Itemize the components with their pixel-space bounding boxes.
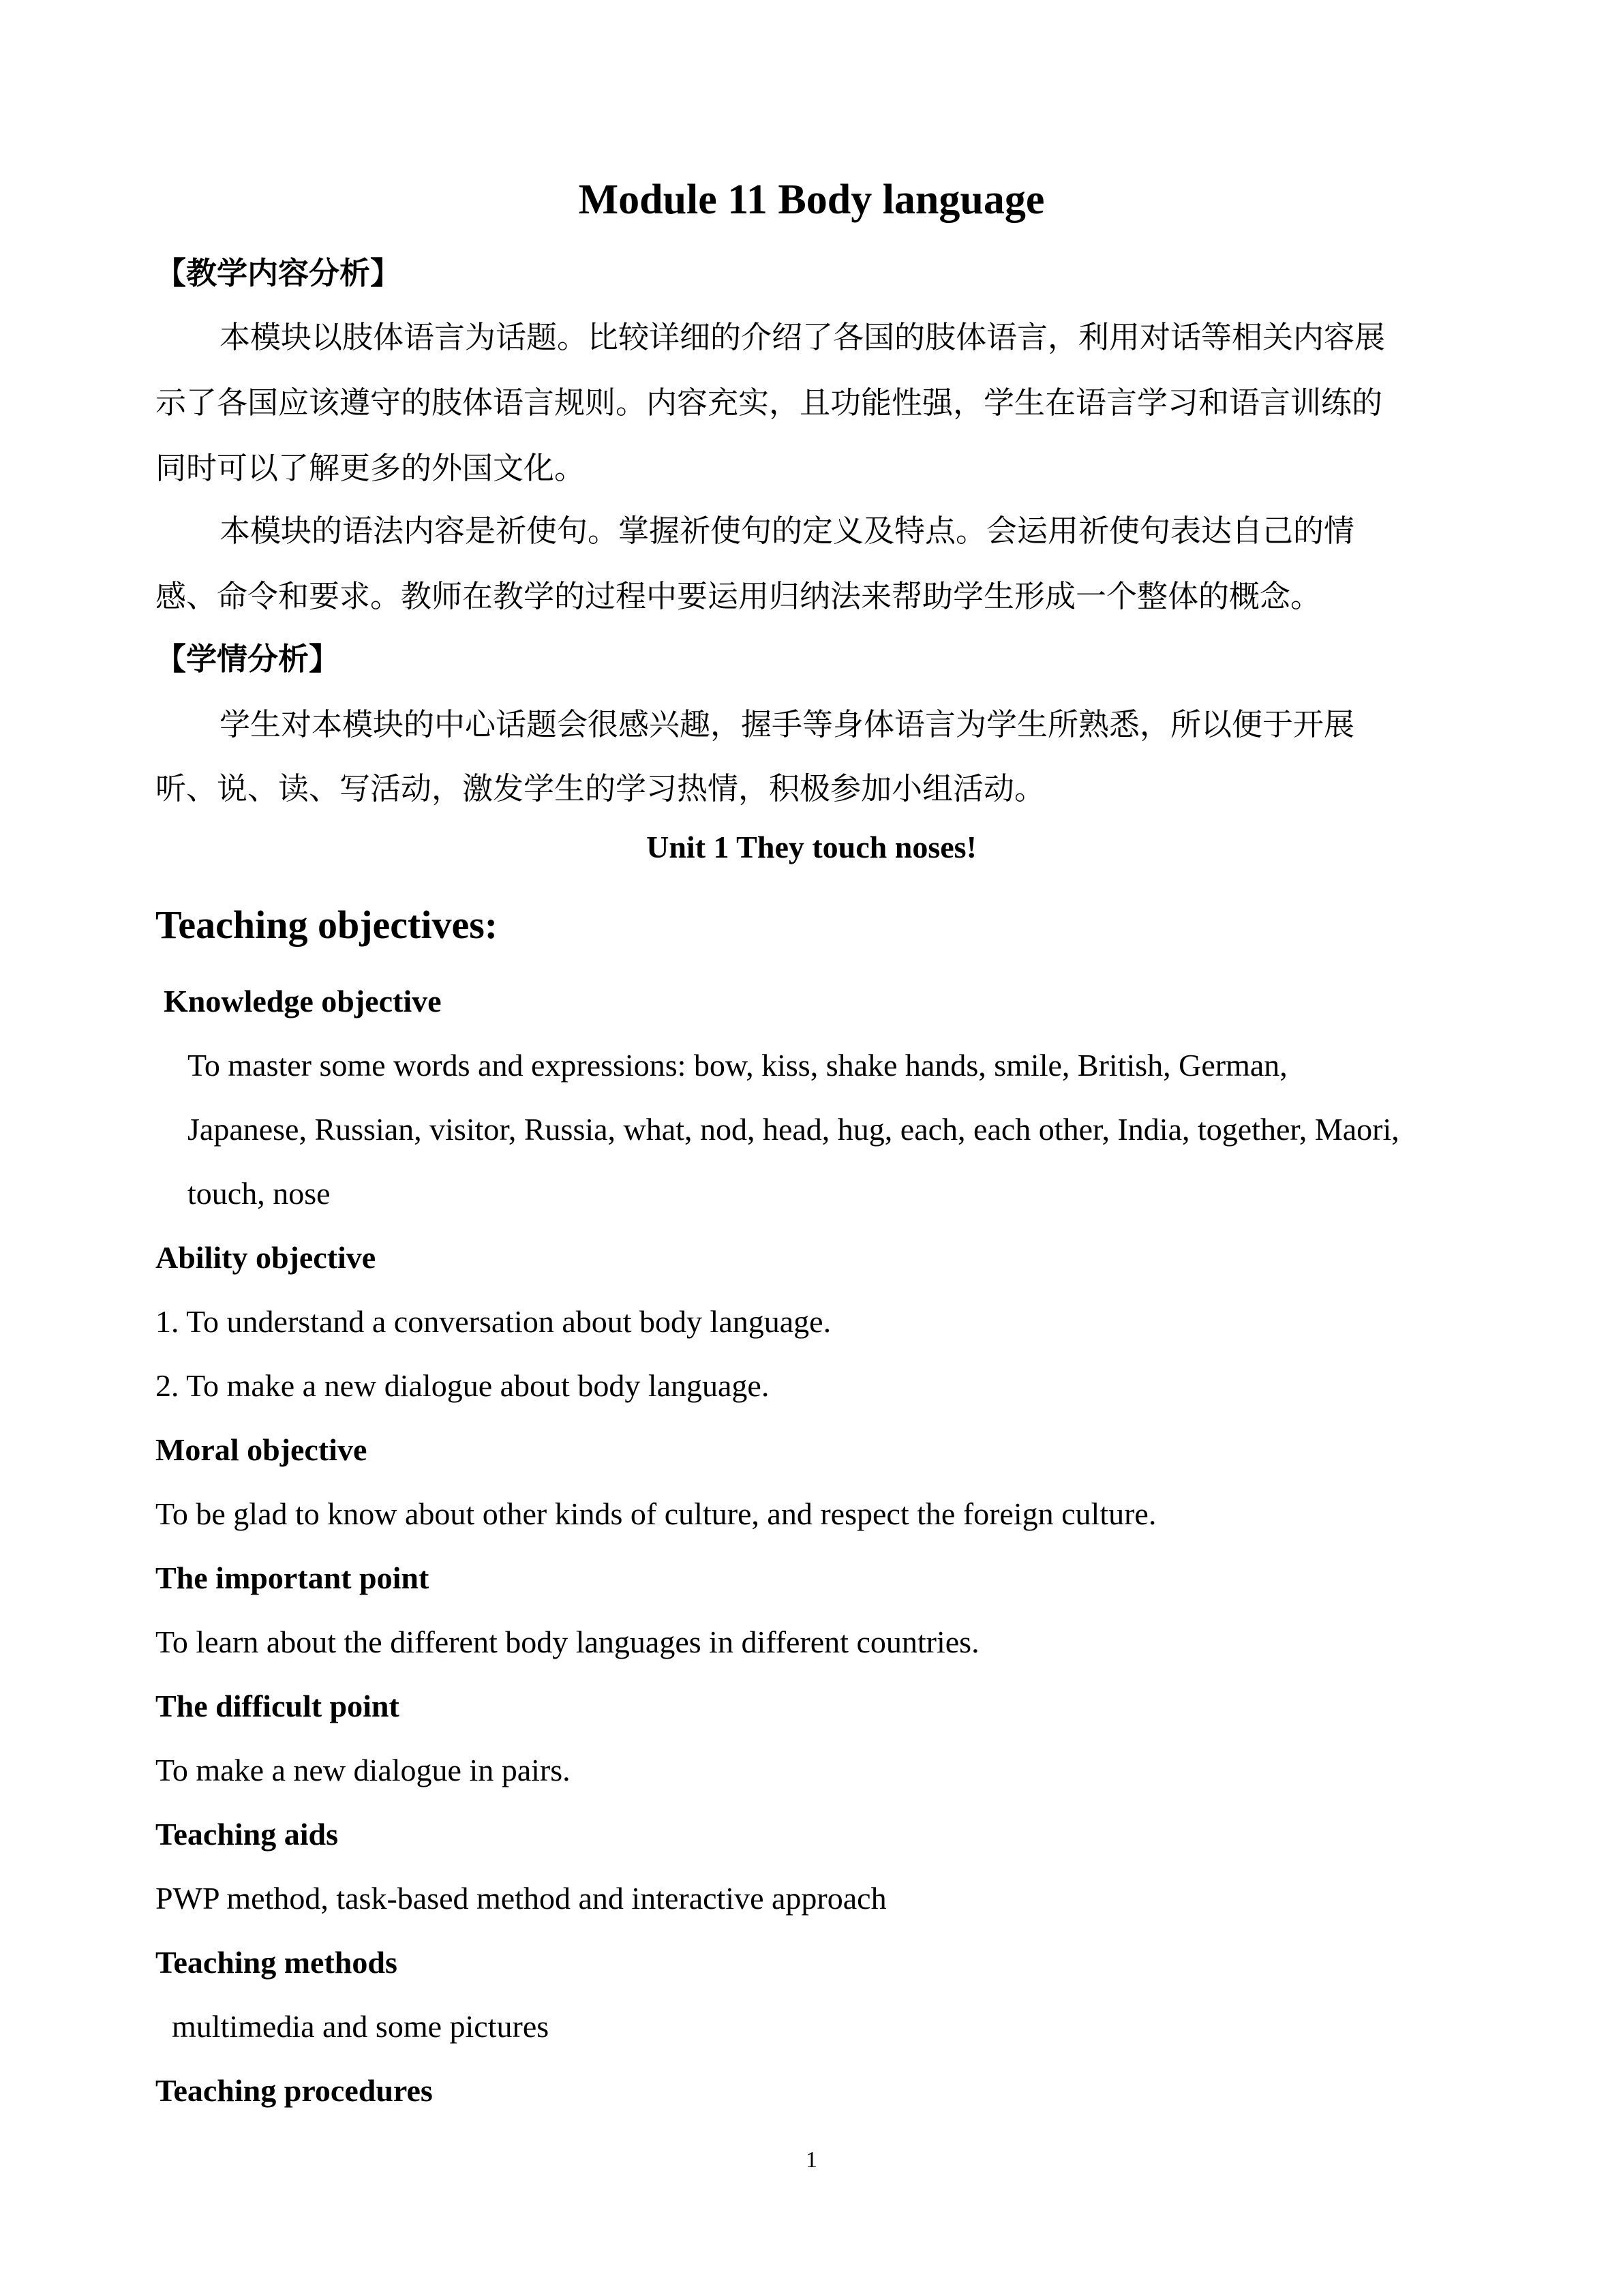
important-point-text: To learn about the different body languages in different countries. xyxy=(155,1625,980,1659)
analysis-paragraph-1-line-3: 同时可以了解更多的外国文化。 xyxy=(155,450,586,486)
unit-title: Unit 1 They touch noses! xyxy=(646,830,977,864)
knowledge-text-line-3: touch, nose xyxy=(187,1176,331,1211)
teaching-methods-text: multimedia and some pictures xyxy=(172,2009,549,2044)
moral-objective-text: To be glad to know about other kinds of culture, and respect the foreign culture. xyxy=(155,1496,1157,1531)
analysis-paragraph-1-line-1: 本模块以肢体语言为话题。比较详细的介绍了各国的肢体语言，利用对话等相关内容展 xyxy=(219,319,1386,355)
difficult-point-text: To make a new dialogue in pairs. xyxy=(155,1753,571,1787)
knowledge-objective-heading: Knowledge objective xyxy=(164,984,442,1018)
teaching-methods-heading: Teaching methods xyxy=(155,1945,397,1980)
moral-objective-heading: Moral objective xyxy=(155,1432,367,1467)
ability-objective-heading: Ability objective xyxy=(155,1240,376,1275)
analysis-paragraph-1-line-2: 示了各国应该遵守的肢体语言规则。内容充实，且功能性强，学生在语言学习和语言训练的 xyxy=(155,384,1383,421)
ability-item-2: 2. To make a new dialogue about body language. xyxy=(155,1368,770,1403)
students-paragraph-line-1: 学生对本模块的中心话题会很感兴趣，握手等身体语言为学生所熟悉，所以便于开展 xyxy=(219,706,1355,742)
analysis-paragraph-2-line-1: 本模块的语法内容是祈使句。掌握祈使句的定义及特点。会运用祈使句表达自己的情 xyxy=(219,513,1355,549)
students-heading: 【学情分析】 xyxy=(155,641,340,677)
analysis-heading: 【教学内容分析】 xyxy=(155,255,401,291)
students-paragraph-line-2: 听、说、读、写活动，激发学生的学习热情，积极参加小组活动。 xyxy=(155,770,1046,806)
analysis-paragraph-2-line-2: 感、命令和要求。教师在教学的过程中要运用归纳法来帮助学生形成一个整体的概念。 xyxy=(155,578,1322,614)
teaching-aids-text: PWP method, task-based method and interactive approach xyxy=(155,1881,887,1916)
important-point-heading: The important point xyxy=(155,1560,429,1595)
document-title: Module 11 Body language xyxy=(578,177,1045,223)
difficult-point-heading: The difficult point xyxy=(155,1689,399,1723)
knowledge-text-line-1: To master some words and expressions: bow, kiss, shake hands, smile, British, German, xyxy=(187,1048,1288,1083)
objectives-heading: Teaching objectives: xyxy=(155,903,498,947)
page-number: 1 xyxy=(806,2147,817,2173)
teaching-aids-heading: Teaching aids xyxy=(155,1817,339,1852)
teaching-procedures-heading: Teaching procedures xyxy=(155,2073,433,2108)
ability-item-1: 1. To understand a conversation about body language. xyxy=(155,1304,832,1339)
knowledge-text-line-2: Japanese, Russian, visitor, Russia, what, nod, head, hug, each, each other, India, together, Maori, xyxy=(187,1112,1399,1147)
